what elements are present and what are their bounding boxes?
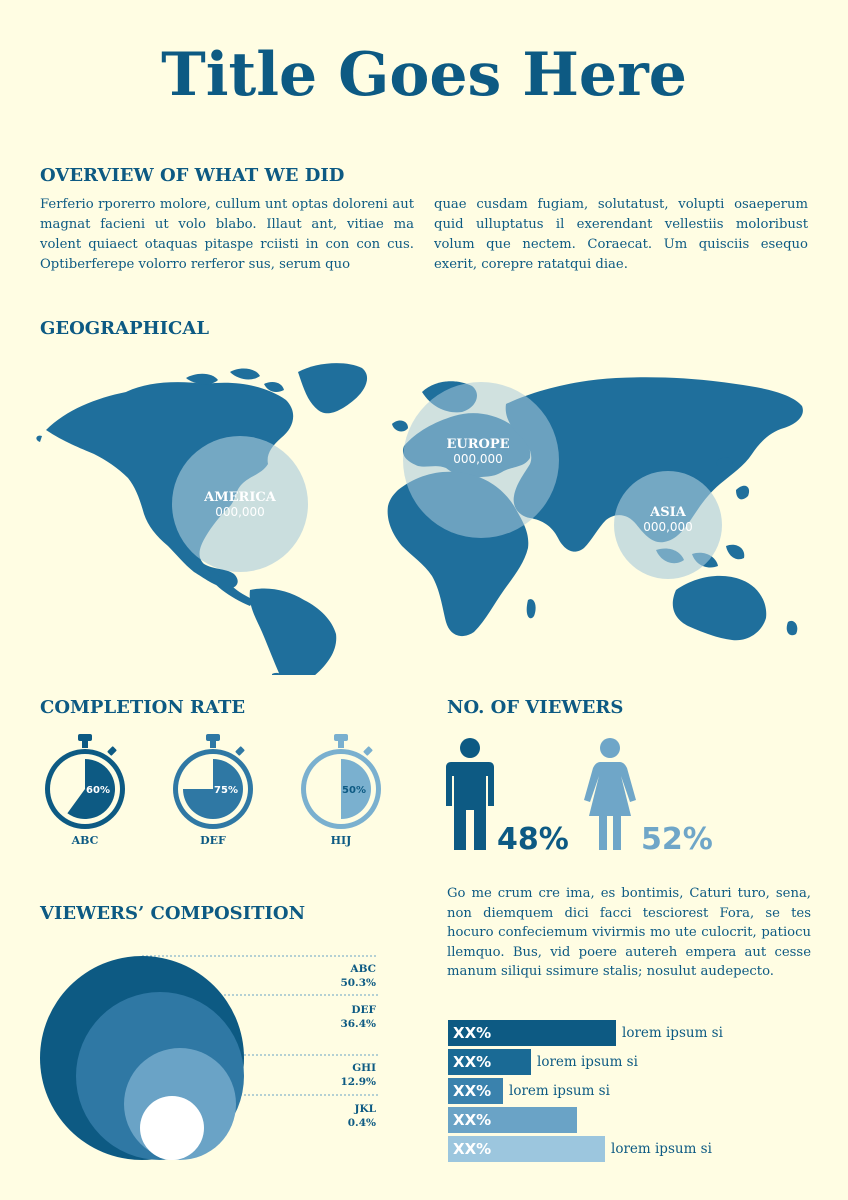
completion-value-abc: 60% [86,785,110,796]
stopwatch-hij [296,732,386,852]
stopwatch-abc [40,732,130,852]
bar-text: lorem ipsum si [537,1054,638,1070]
composition-label-abc: ABC 50.3% [340,963,376,989]
overview-text-col2: quae cusdam fugiam, solutatust, volupti osaeperum quid ulluptatus il exerendant vellestiis moloribust volum que nectem. Coraecat. Um quisciis esequo exerit, corepre ratatqui diae. [434,197,808,272]
bar-row [448,1136,712,1162]
bar-value: XX% [448,1136,605,1162]
geo-heading: GEOGRAPHICAL [40,318,209,339]
composition-label-jkl: JKL 0.4% [347,1103,376,1129]
bar-value: XX% [448,1078,503,1104]
overview-heading: OVERVIEW OF WHAT WE DID [40,165,345,186]
viewers-description: Go me crum cre ima, es bontimis, Caturi turo, sena, non diemquem dici facci tesciorest Fora, se tes hocuro confeciemum vivirmis mo ute culocrit, patiocu llemquo. Bus, vid poere autereh empera aut cesse manum siliqui ssimure stalis; nosulut audepecto. [447,886,811,979]
woman-icon [583,738,637,853]
stopwatch-icon [168,732,258,832]
male-viewers-percent: 48% [497,822,569,857]
viewers-heading: NO. OF VIEWERS [447,697,624,718]
composition-label-ghi: GHI 12.9% [340,1062,376,1088]
region-europe: EUROPE 000,000 [446,437,510,466]
bar-text: lorem ipsum si [622,1025,723,1041]
completion-heading: COMPLETION RATE [40,697,246,718]
bar-value: XX% [448,1049,531,1075]
page-title: Title Goes Here [161,40,687,110]
bar-row [448,1107,583,1133]
bar-value: XX% [448,1020,616,1046]
world-map [36,350,816,675]
stopwatch-label: DEF [200,834,226,847]
composition-circle-jkl [140,1096,204,1160]
man-icon [445,738,495,853]
completion-value-def: 75% [214,785,238,796]
bar-row [448,1020,723,1046]
stopwatch-label: ABC [71,834,99,847]
completion-value-hij: 50% [342,785,366,796]
bar-row [448,1049,638,1075]
bar-text: lorem ipsum si [509,1083,610,1099]
stopwatch-icon [296,732,386,832]
composition-label-def: DEF 36.4% [340,1004,376,1030]
region-asia: ASIA 000,000 [643,505,693,534]
stopwatch-def [168,732,258,852]
stopwatch-icon [40,732,130,832]
bar-value: XX% [448,1107,577,1133]
bar-row [448,1078,610,1104]
overview-text-col1: Ferferio rporerro molore, cullum unt optas doloreni aut magnat facieni ut volo blabo. Illaut ant, vitiae ma volent quiaect otaquas pitaspe rciisti in con con cus. Optiberferepe volorro rerferor sus, serum quo [40,197,414,272]
female-viewers-percent: 52% [641,822,713,857]
bar-text: lorem ipsum si [611,1141,712,1157]
stopwatch-label: HIJ [330,834,352,847]
composition-heading: VIEWERS’ COMPOSITION [40,903,306,924]
region-america: AMERICA 000,000 [204,490,276,519]
